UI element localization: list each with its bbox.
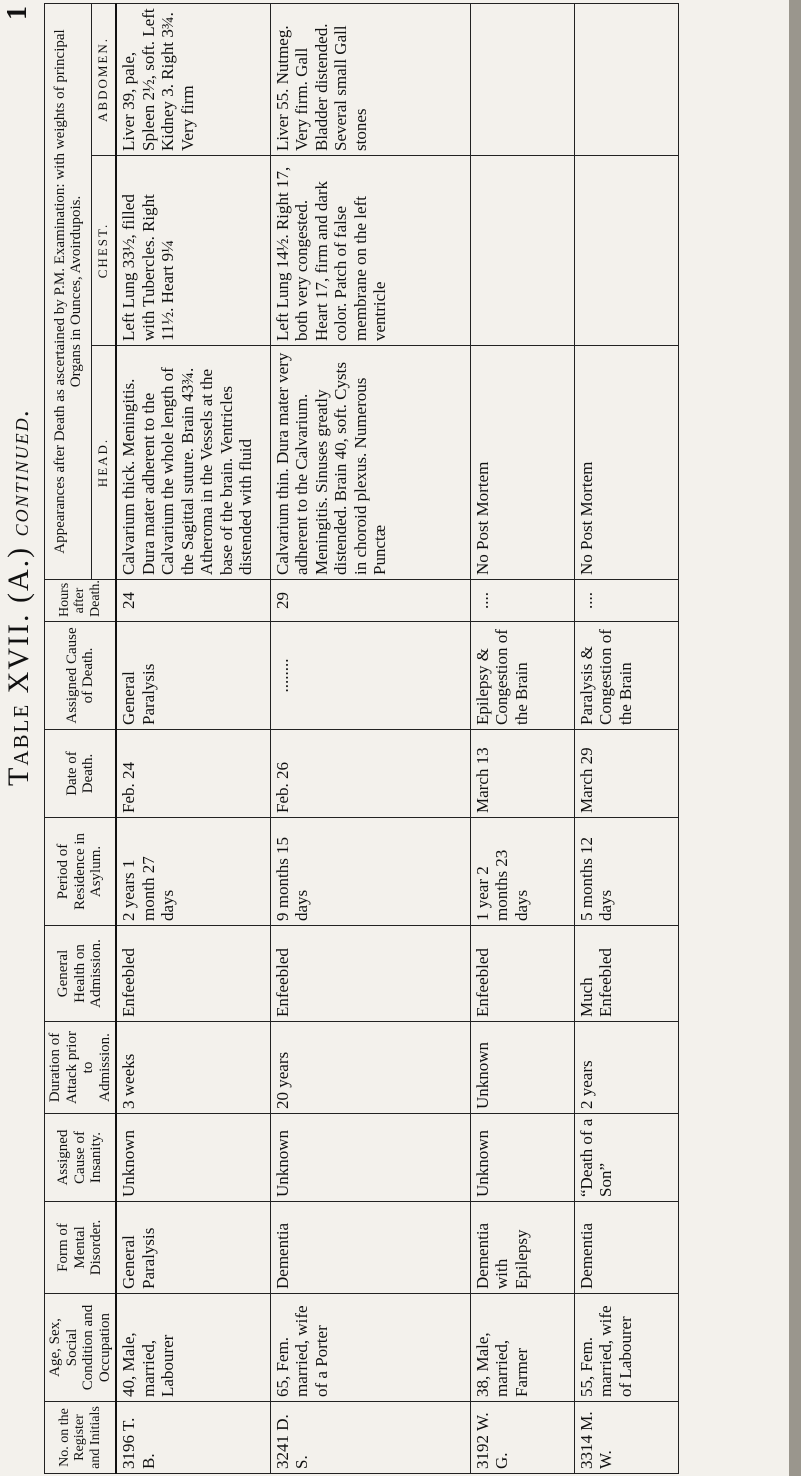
cell-hours: .... — [470, 580, 574, 622]
header-hours: Hours after Death. — [45, 580, 117, 622]
cell-age: 38, Male, married, Farmer — [470, 1294, 574, 1402]
cell-hours: 24 — [116, 580, 270, 622]
cell-chest: Left Lung 33½, filled with Tubercles. Right 11½. Heart 9¼ — [116, 156, 270, 346]
mortality-table — [44, 3, 679, 1474]
table-row — [270, 3, 470, 1473]
cell-no: 3192 W. G. — [470, 1402, 574, 1474]
header-head: HEAD. — [92, 346, 117, 580]
cell-assigned-insanity: Unknown — [116, 1114, 270, 1202]
header-duration: Duration of Attack prior to Admission. — [45, 1022, 117, 1114]
header-no: No. on the Register and Initials — [45, 1402, 117, 1474]
cell-abdomen: Liver 39, pale, Spleen 2½, soft. Left Kidney 3. Right 3¾. Very firm — [116, 3, 270, 155]
cell-health: Enfeebled — [116, 926, 270, 1022]
cell-hours: 29 — [270, 580, 470, 622]
cell-head: No Post Mortem — [470, 346, 574, 580]
cell-head: Calvarium thick. Meningitis. Dura mater adherent to the Calvarium the whole length of the Sagittal suture. Brain 43¾. Atheroma in the Vessels at the base of the brain. Ventricles distended with fluid — [116, 346, 270, 580]
cell-date: March 29 — [574, 730, 678, 818]
cell-residence: 2 years 1 month 27 days — [116, 818, 270, 926]
cell-form: General Paralysis — [116, 1202, 270, 1294]
page-number: 1 — [2, 6, 33, 20]
header-age: Age, Sex, Social Condition and Occupation — [45, 1294, 117, 1402]
cell-no: 3241 D. S. — [270, 1402, 470, 1474]
header-form: Form of Mental Disorder. — [45, 1202, 117, 1294]
cell-chest: Left Lung 14½. Right 17, both very congested. Heart 17, firm and dark color. Patch of false membrane on the left ventricle — [270, 156, 470, 346]
cell-assigned-insanity: Unknown — [470, 1114, 574, 1202]
cell-health: Enfeebled — [470, 926, 574, 1022]
cell-cause-death: Epilepsy & Congestion of the Brain — [470, 622, 574, 730]
cell-form: Dementia — [270, 1202, 470, 1294]
table-title-suffix: continued. — [5, 407, 34, 537]
header-abdomen: ABDOMEN. — [92, 3, 117, 155]
table-row — [116, 3, 270, 1473]
cell-date: March 13 — [470, 730, 574, 818]
cell-abdomen — [470, 3, 574, 155]
cell-duration: 20 years — [270, 1022, 470, 1114]
page-edge-shadow — [789, 0, 801, 1476]
header-assigned-insanity: Assigned Cause of Insanity. — [45, 1114, 117, 1202]
cell-cause-death: Paralysis & Congestion of the Brain — [574, 622, 678, 730]
cell-assigned-insanity: “Death of a Son” — [574, 1114, 678, 1202]
header-appearances: Appearances after Death as ascertained by P.M. Examination: with weights of principal Organs in Ounces, Avoirdupois. — [45, 3, 92, 579]
cell-abdomen — [574, 3, 678, 155]
cell-hours: .... — [574, 580, 678, 622]
header-health: General Health on Admission. — [45, 926, 117, 1022]
cell-chest — [470, 156, 574, 346]
table-title: Table XVII. (A.) continued. — [2, 407, 35, 786]
header-cause-death: Assigned Cause of Death. — [45, 622, 117, 730]
cell-duration: Unknown — [470, 1022, 574, 1114]
header-date: Date of Death. — [45, 730, 117, 818]
table-row — [470, 3, 574, 1473]
cell-residence: 5 months 12 days — [574, 818, 678, 926]
cell-no: 3314 M. W. — [574, 1402, 678, 1474]
cell-form: Dementia with Epilepsy — [470, 1202, 574, 1294]
cell-residence: 1 year 2 months 23 days — [470, 818, 574, 926]
cell-age: 65, Fem. married, wife of a Porter — [270, 1294, 470, 1402]
cell-no: 3196 T. B. — [116, 1402, 270, 1474]
cell-assigned-insanity: Unknown — [270, 1114, 470, 1202]
cell-cause-death: General Paralysis — [116, 622, 270, 730]
cell-cause-death: ........ — [270, 622, 470, 730]
cell-date: Feb. 24 — [116, 730, 270, 818]
cell-head: No Post Mortem — [574, 346, 678, 580]
table-row — [574, 3, 678, 1473]
cell-health: Enfeebled — [270, 926, 470, 1022]
cell-head: Calvarium thin. Dura mater very adherent to the Calvarium. Meningitis. Sinuses greatly distended. Brain 40, soft. Cysts in choroid plexus. Numerous Punctæ — [270, 346, 470, 580]
cell-health: Much Enfeebled — [574, 926, 678, 1022]
cell-residence: 9 months 15 days — [270, 818, 470, 926]
cell-abdomen: Liver 55. Nutmeg. Very firm. Gall Bladder distended. Several small Gall stones — [270, 3, 470, 155]
cell-form: Dementia — [574, 1202, 678, 1294]
cell-age: 40, Male, married, Labourer — [116, 1294, 270, 1402]
title-bar — [2, 0, 36, 1476]
header-chest: CHEST. — [92, 156, 117, 346]
cell-duration: 3 weeks — [116, 1022, 270, 1114]
cell-age: 55, Fem. married, wife of Labourer — [574, 1294, 678, 1402]
cell-duration: 2 years — [574, 1022, 678, 1114]
cell-date: Feb. 26 — [270, 730, 470, 818]
cell-chest — [574, 156, 678, 346]
header-residence: Period of Residence in Asylum. — [45, 818, 117, 926]
